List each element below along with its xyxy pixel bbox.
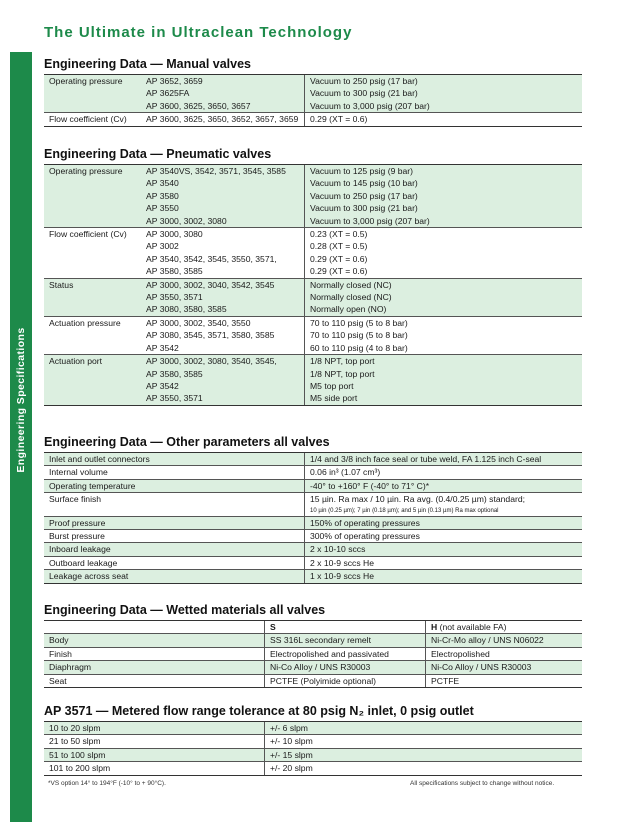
pneumatic-models: AP 3580: [146, 190, 179, 201]
pneumatic-section: [44, 146, 582, 406]
manual-value: Vacuum to 3,000 psig (207 bar): [304, 100, 582, 112]
other-heading: Engineering Data — Other parameters all valves: [44, 435, 330, 449]
wetted-header-row: [44, 621, 582, 633]
pneumatic-row: [44, 329, 582, 341]
wetted-s-material: Electropolished and passivated: [264, 648, 425, 660]
other-value: 10 µin (0.25 µm); 7 µin (0.18 µm); and 5 µin (0.13 µm) Ra max optional: [304, 506, 582, 516]
wetted-part: Finish: [49, 648, 72, 659]
flow-section: [44, 703, 582, 776]
other-param: Inlet and outlet connectors: [49, 454, 150, 464]
manual-param: Flow coefficient (Cv): [49, 114, 127, 125]
other-value: 150% of operating pressures: [304, 517, 582, 529]
pneumatic-value: Normally open (NO): [304, 303, 582, 315]
pneumatic-row: [44, 316, 582, 329]
flow-tolerance: +/- 15 slpm: [264, 749, 582, 761]
manual-value: Vacuum to 300 psig (21 bar): [304, 87, 582, 99]
other-value: 1/4 and 3/8 inch face seal or tube weld, FA 1.125 inch C-seal: [304, 453, 582, 465]
pneumatic-param: [44, 368, 141, 380]
manual-models: AP 3652, 3659: [146, 76, 203, 86]
pneumatic-row: [44, 177, 582, 189]
pneumatic-models: AP 3000, 3002, 3080, 3540, 3545,: [146, 356, 277, 367]
footnote-vs-option: *VS option 14° to 194°F (-10° to + 90°C).: [48, 780, 166, 787]
pneumatic-models: AP 3580, 3585: [146, 368, 203, 379]
other-value: 0.06 in³ (1.07 cm³): [304, 466, 582, 478]
other-row: [44, 453, 582, 465]
pneumatic-param: [44, 190, 141, 202]
flow-tolerance: +/- 6 slpm: [264, 722, 582, 734]
pneumatic-value: 0.28 (XT = 0.5): [304, 240, 582, 252]
other-param: Internal volume: [49, 467, 108, 478]
manual-table: [44, 74, 582, 127]
sidebar-label: Engineering Specifications: [15, 327, 27, 473]
wetted-h-material: Electropolished: [425, 648, 582, 660]
wetted-part: Body: [49, 635, 69, 646]
manual-param: Operating pressure: [49, 76, 123, 86]
pneumatic-value: Vacuum to 145 psig (10 bar): [304, 177, 582, 189]
pneumatic-param: [44, 202, 141, 214]
other-table: [44, 452, 582, 584]
wetted-s-material: SS 316L secondary remelt: [264, 634, 425, 646]
flow-heading: AP 3571 — Metered flow range tolerance at 80 psig N₂ inlet, 0 psig outlet: [44, 704, 474, 718]
pneumatic-models: AP 3000, 3002, 3040, 3542, 3545: [146, 279, 275, 290]
other-row: [44, 465, 582, 478]
pneumatic-value: 0.29 (XT = 0.6): [304, 265, 582, 277]
other-row: [44, 569, 582, 582]
pneumatic-row: [44, 190, 582, 202]
other-row: [44, 529, 582, 542]
pneumatic-value: 70 to 110 psig (5 to 8 bar): [304, 317, 582, 329]
other-param: Outboard leakage: [49, 557, 118, 568]
other-param: Inboard leakage: [49, 544, 111, 555]
flow-row: [44, 734, 582, 747]
flow-table: [44, 721, 582, 776]
pneumatic-row: [44, 165, 582, 177]
other-row: [44, 479, 582, 492]
pneumatic-models: AP 3542: [146, 380, 179, 391]
manual-heading: Engineering Data — Manual valves: [44, 57, 252, 71]
pneumatic-param: Operating pressure: [49, 166, 123, 176]
wetted-s-material: Ni-Co Alloy / UNS R30003: [264, 661, 425, 673]
wetted-h-material: Ni-Cr-Mo alloy / UNS N06022: [425, 634, 582, 646]
other-param: Proof pressure: [49, 517, 106, 528]
flow-range: 51 to 100 slpm: [49, 749, 106, 760]
flow-tolerance: +/- 20 slpm: [264, 762, 582, 774]
manual-row: [44, 100, 582, 112]
pneumatic-row: [44, 291, 582, 303]
pneumatic-value: Vacuum to 250 psig (17 bar): [304, 190, 582, 202]
wetted-row: [44, 633, 582, 646]
pneumatic-row: [44, 380, 582, 392]
pneumatic-param: [44, 177, 141, 189]
other-value: 15 µin. Ra max / 10 µin. Ra avg. (0.4/0.25 µm) standard;: [304, 493, 582, 505]
other-value: 2 x 10-9 sccs He: [304, 557, 582, 569]
pneumatic-row: [44, 227, 582, 240]
pneumatic-models: AP 3540: [146, 178, 179, 189]
flow-tolerance: +/- 10 slpm: [264, 735, 582, 747]
manual-section: [44, 56, 582, 127]
other-value: 2 x 10-10 sccs: [304, 543, 582, 555]
wetted-table: [44, 620, 582, 688]
other-value: 1 x 10-9 sccs He: [304, 570, 582, 582]
flow-row: [44, 722, 582, 734]
pneumatic-row: [44, 392, 582, 404]
pneumatic-models: AP 3550, 3571: [146, 292, 203, 303]
pneumatic-models: AP 3002: [146, 241, 179, 252]
wetted-section: [44, 602, 582, 688]
manual-row: [44, 87, 582, 99]
pneumatic-models: AP 3080, 3545, 3571, 3580, 3585: [146, 330, 275, 341]
manual-value: 0.29 (XT = 0.6): [304, 113, 582, 125]
pneumatic-param: [44, 303, 141, 315]
pneumatic-param: [44, 215, 141, 227]
pneumatic-value: 60 to 110 psig (4 to 8 bar): [304, 342, 582, 354]
wetted-header-h-note: (not available FA): [437, 622, 507, 632]
pneumatic-value: 70 to 110 psig (5 to 8 bar): [304, 329, 582, 341]
pneumatic-row: [44, 202, 582, 214]
wetted-h-material: PCTFE: [425, 675, 582, 687]
pneumatic-row: [44, 253, 582, 265]
wetted-header-h: [425, 621, 582, 633]
other-value: 300% of operating pressures: [304, 530, 582, 542]
pneumatic-row: [44, 278, 582, 291]
other-value: -40° to +160° F (-40° to 71° C)*: [304, 480, 582, 492]
pneumatic-param: [44, 240, 141, 252]
manual-row: [44, 112, 582, 125]
pneumatic-models: AP 3000, 3080: [146, 229, 203, 240]
wetted-s-material: PCTFE (Polyimide optional): [264, 675, 425, 687]
manual-value: Vacuum to 250 psig (17 bar): [304, 75, 582, 87]
pneumatic-models: AP 3000, 3002, 3540, 3550: [146, 317, 251, 328]
other-param: Leakage across seat: [49, 571, 129, 582]
other-row: [44, 542, 582, 555]
flow-row: [44, 761, 582, 774]
manual-models: AP 3600, 3625, 3650, 3652, 3657, 3659: [146, 114, 299, 125]
pneumatic-models: AP 3542: [146, 342, 179, 353]
manual-param: [44, 100, 141, 112]
pneumatic-param: Actuation port: [49, 356, 103, 367]
pneumatic-param: Actuation pressure: [49, 317, 121, 328]
pneumatic-row: [44, 368, 582, 380]
wetted-row: [44, 647, 582, 660]
other-row: [44, 516, 582, 529]
pneumatic-value: Normally closed (NC): [304, 291, 582, 303]
pneumatic-value: Vacuum to 125 psig (9 bar): [304, 165, 582, 177]
pneumatic-row: [44, 265, 582, 277]
flow-row: [44, 748, 582, 761]
other-param: Burst pressure: [49, 531, 105, 542]
pneumatic-row: [44, 342, 582, 354]
pneumatic-row: [44, 215, 582, 227]
pneumatic-param: Flow coefficient (Cv): [49, 229, 127, 240]
manual-row: [44, 75, 582, 87]
pneumatic-param: Status: [49, 279, 74, 290]
pneumatic-table: [44, 164, 582, 406]
wetted-h-material: Ni-Co Alloy / UNS R30003: [425, 661, 582, 673]
pneumatic-models: AP 3080, 3580, 3585: [146, 304, 227, 315]
pneumatic-row: [44, 240, 582, 252]
wetted-header-h-bold: H: [431, 622, 438, 632]
wetted-row: [44, 660, 582, 673]
sidebar-label-wrap: [10, 300, 32, 500]
pneumatic-param: [44, 291, 141, 303]
manual-param: [44, 87, 141, 99]
pneumatic-value: M5 top port: [304, 380, 582, 392]
wetted-part: Diaphragm: [49, 662, 92, 673]
pneumatic-value: Normally closed (NC): [304, 279, 582, 291]
page-title: The Ultimate in Ultraclean Technology: [44, 24, 353, 41]
other-param: Surface finish: [49, 494, 102, 505]
pneumatic-heading: Engineering Data — Pneumatic valves: [44, 147, 272, 161]
flow-range: 21 to 50 slpm: [49, 736, 101, 747]
wetted-heading: Engineering Data — Wetted materials all valves: [44, 603, 326, 617]
other-param: Operating temperature: [49, 480, 136, 491]
pneumatic-param: [44, 253, 141, 265]
pneumatic-models: AP 3000, 3002, 3080: [146, 215, 227, 226]
pneumatic-value: 1/8 NPT, top port: [304, 368, 582, 380]
pneumatic-param: [44, 329, 141, 341]
pneumatic-row: [44, 354, 582, 367]
pneumatic-param: [44, 380, 141, 392]
other-row: [44, 506, 582, 516]
pneumatic-models: AP 3540, 3542, 3545, 3550, 3571,: [146, 253, 277, 264]
pneumatic-models: AP 3550: [146, 203, 179, 214]
wetted-row: [44, 674, 582, 687]
wetted-part: Seat: [49, 675, 67, 686]
footnote-disclaimer: All specifications subject to change without notice.: [410, 780, 555, 787]
other-row: [44, 556, 582, 569]
other-section: [44, 434, 582, 584]
other-row: [44, 492, 582, 505]
pneumatic-value: 0.29 (XT = 0.6): [304, 253, 582, 265]
pneumatic-models: AP 3580, 3585: [146, 266, 203, 277]
other-param: [44, 506, 304, 516]
pneumatic-value: Vacuum to 300 psig (21 bar): [304, 202, 582, 214]
pneumatic-value: M5 side port: [304, 392, 582, 404]
manual-models: AP 3625FA: [146, 88, 190, 99]
pneumatic-param: [44, 392, 141, 404]
flow-range: 101 to 200 slpm: [49, 763, 111, 774]
pneumatic-value: Vacuum to 3,000 psig (207 bar): [304, 215, 582, 227]
pneumatic-value: 1/8 NPT, top port: [304, 355, 582, 367]
pneumatic-models: AP 3540VS, 3542, 3571, 3545, 3585: [146, 166, 286, 176]
wetted-header-s: S: [264, 621, 425, 633]
pneumatic-param: [44, 342, 141, 354]
pneumatic-models: AP 3550, 3571: [146, 393, 203, 404]
flow-range: 10 to 20 slpm: [49, 723, 101, 733]
pneumatic-value: 0.23 (XT = 0.5): [304, 228, 582, 240]
pneumatic-param: [44, 265, 141, 277]
pneumatic-row: [44, 303, 582, 315]
wetted-header-blank: [44, 621, 264, 633]
manual-models: AP 3600, 3625, 3650, 3657: [146, 100, 251, 111]
